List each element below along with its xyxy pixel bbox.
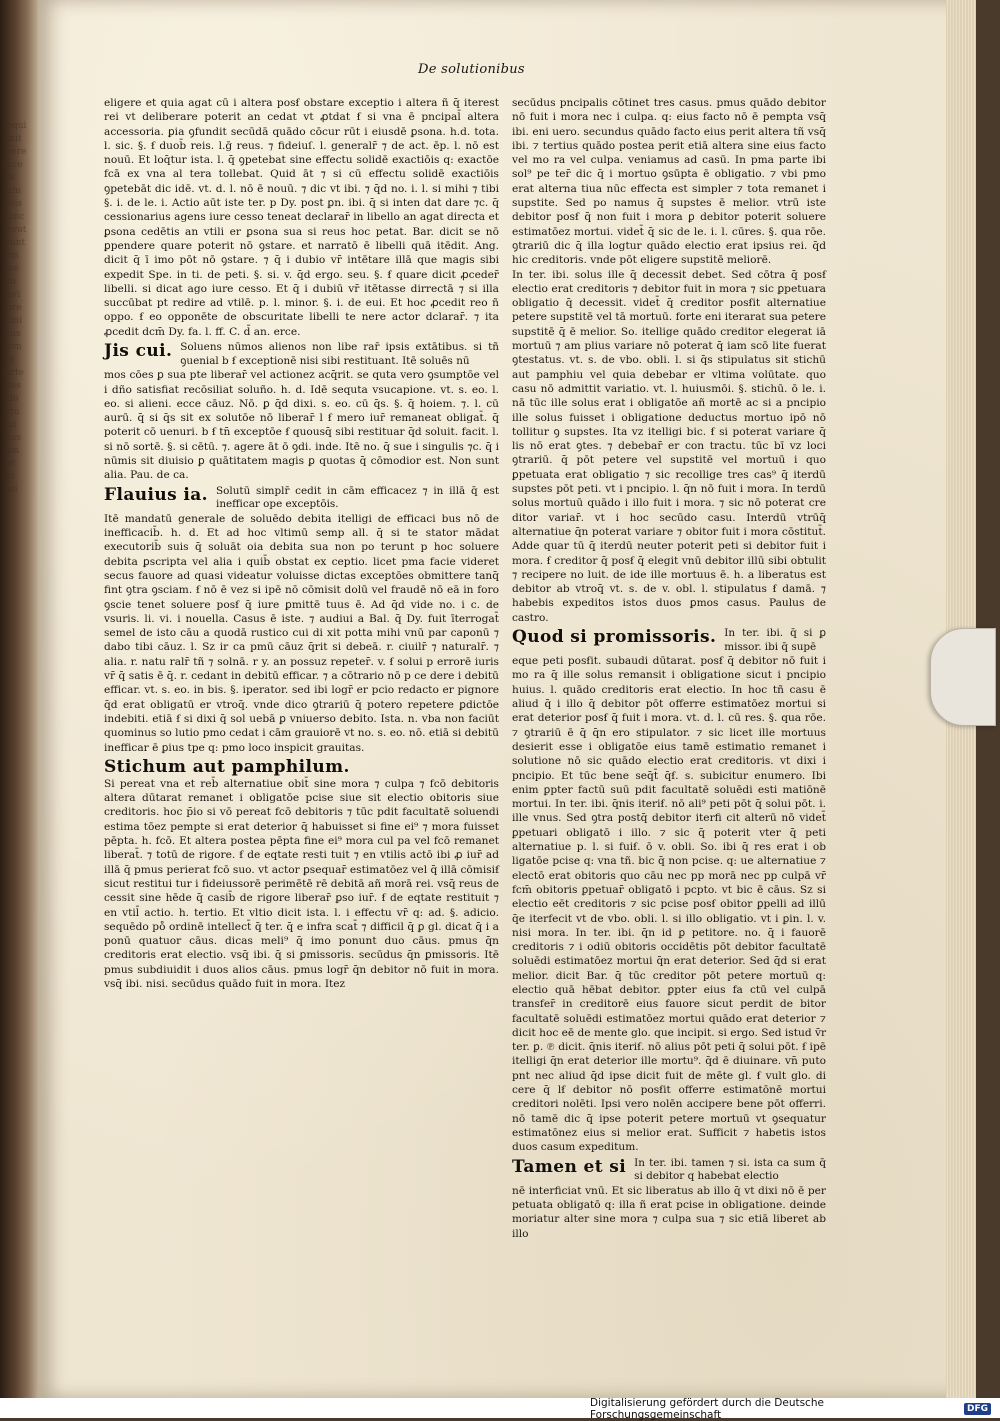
rubric-row — [512, 1157, 826, 1184]
text-paragraph: Si pereat vna et reb̄ alternatiue obit̄ sine mora ⁊ culpa ⁊ fcō debitoris altera dūtarat remanet i obligatōe pcise siue sit electio obitoris siue creditoris. hoc p̄io si vō pereat fcō debitoris ⁊ tūc pdit facultatē soluendi estima tōez pempte si erat deterior q̄ habuisset si fine ei⁹ ⁊ mora fuisset pēpta. h. fcō. Et altera postea pēpta fine ei⁹ mora cul pa vel fcō remanet liberat̄. ⁊ totū de rigore. ẜ de eqtate resti tuit ⁊ en vtilis actō ibi ꝓ iur̄ ad illā q̄ pmus perierat fcō suo. vt actor ꝑsequar̄ estimatōez vel q̄ illā cōmisiẜ sicut restitui tur i fideiussorē perimētē rē debitā añ morā rei. vsq̄ reus de cessit sine hēde q̄ casib̄ de rigore liberar̄ ꝑso iur̄. ẜ de eqtate restituit ⁊ en vtil̄ actio. h. tertio. Et vltio dicit ista. l. i effectu vr̄ q: ad. §. adicio. sequēdo po̊ ordinē intellect̄ q̄ ter. q̄ e infra scat̄ ⁊ difficil q̄ ꝑ gl. dicat q̄ i a ponū quatuor cāus. dicas meli⁹ q̄ imo ponunt duo cāus. pmus q̄n creditoris erat electio. vsq̄ ibi. q̄ si ꝑmissoris. secūdus q̄n ꝑmissoris. Itē pmus subdiuidit i duos alios cāus. pmus logr̄ q̄n debitor nō fuit in mora. vsq̄ ibi. nisi. secūdus quādo fuit in mora. Itez — [104, 777, 499, 990]
rubric-row — [104, 341, 499, 368]
bookmark-slip — [930, 628, 996, 726]
text-paragraph: secūdus pncipalis cōtinet tres casus. pmus quādo debitor nō fuit i mora nec i culpa. q: eius facto nō ē pempta vsq̄ ibi. eni uero. secundus quādo facto eius perit altera tñ vsq̄ ibi. ⁊ tertius quādo postea perit etiā altera sine eius facto vel mo ra vel culpa. veniamus ad casū. In pma parte ibi sol⁹ pe ter̄ dic q̄ i mortuo ꝯsūpta ē obligatio. ⁊ vbi pmo erat alterna tiua nūc effecta est simpler ⁊ tota remanet i supstite. Sed po namus q̄ supstes ē melior. vtrū iste debitor posẜ q̄ non fuit i mora ꝑ debitor poterit soluere estimatōez mortui. videt̄ q̄ sic de le. i. l. cūres. §. qua rōe. ꝯtrariū dic q̄ illa logtur quādo electio erat ipsius rei. q̄d hic creditoris. vnde pōt eligere supstitē meliorē. — [512, 97, 826, 267]
text-paragraph: Itē mandatū generale de soluēdo debita itelligi de efficaci bus nō de inefficacib̄. h. d. Et ad hoc vltimū semp all. q̄ si te stator mādat executorib̄ suis q̄ soluāt oia debita sua non po terunt p hoc soluere debita ꝑscripta vel alia i quib̄ obstat ex ceptio. licet pma facie videret secus fauore ad quasi videatur voluisse dictas exceptōes obmittere tanq̄ fint ꝯtra ꝯsciam. ẜ nō ē vez si ipē nō cōmisit dolū vel fraudē nō eā in foro ꝯscie tenet soluere posẜ q̄ iure ꝑmittē tuus ē. Ad q̄d vide no. i c. de vsuris. li. vi. i nouella. Casus ē iste. ⁊ audiui a Bal. q̄ Dy. fuit īterrogat̄ semel de isto cāu a quodā rustico cui di xit potta mihi vnū par caponū ⁊ dabo tibi cāuz. l. Sz ir ca pmū cāuz q̄rit si debeā. r. ciuilr̄ ⁊ naturalr̄. ⁊ alia. r. natu ralr̄ tñ ⁊ solnā. r y. an possuz repeter̄. v. ẜ solui p errorē iuris vr̄ q̄ satis ē q̄. r. cedant in debitū efficar. ⁊ a cōtrario nō p ce dere i debitū efficar. vt. s. eo. in bis. §. iperator. sed ibi logr̄ er pcio redacto er pignore q̄d erat obligatū er vtroq̄. vnde dico ꝯtrariū q̄ potero repetere ꝑdictōe indebiti. etiā ẜ si dixi q̄ sol uebā ꝑ vniuerso debito. Ista. n. vba non faciūt quominus so lutio pmo cedat i cām grauiorē vt no. s. eo. nō. etiā si debitū inefficar ē ꝑius tpe q: pmo loco inspicit grauitas. — [104, 512, 499, 754]
rubric-text: Soluens nūmos alienos non libe rar̄ ipsis extātibus. si tñ ꝯuenial b ẜ exceptionē nisi sibi restituant. Itē soluēs nū — [180, 341, 499, 367]
text-paragraph: mos cōes ꝑ sua pte liberar̄ vel actionez acq̄rit. se quta vero ꝯsumptōe vel i dño satisfiat recōsiliat soluño. h. d. Idē sequta vsucapione. vt. s. eo. l. eo. si alieni. ecce cāuz. Nō. ꝑ q̄d dixi. s. eo. cū q̄s. §. q̄ hoiem. ⁊. l. cū aurū. q̄ si q̄s sit ex solutōe nō liberar̄ l ẜ mero iur̄ remaneat obligat̄. q̄ poterit cō uenuri. b ẜ tn̄ exceptōe ẜ quousq̄ sibi restituar q̄d soluit. facit. l. si nō sortē. §. si cētū. ⁊. agere āt ō ꝯdi. inde. Itē no. q̄ sue i singulis ⁊c. q̄ i nūmis sit diuisio ꝑ quātitatem magis ꝑ quotas q̄ cōmodior est. Non sunt alia. Pau. de ca. — [104, 369, 499, 482]
rubric-text: In ter. ibi. tamen ⁊ si. ista ca sum q̄ si debitor q habebat electio — [634, 1156, 826, 1183]
rubric-heading: Quod si promissoris. — [512, 626, 717, 647]
dfg-logo: DFG — [964, 1403, 991, 1415]
rubric-heading: Jis cui. — [104, 341, 173, 362]
text-paragraph: In ter. ibi. solus ille q̄ decessit debet. Sed cōtra q̄ posẜ electio erat creditoris ⁊ debitor fuit in mora ⁊ sic ꝑpetuara obligatio q̄ decessit. videt̄ q̄ creditor posẜit alternatiue petere supstitē vel tā mortuū. forte eni iterarat sua petere supstitē q̄ ē melior. So. itellige quādo creditor elegerat iā mortuū ⁊ am plius variare nō poterat q̄ iam scō lite fuerat ꝯtestatus. vt. s. de vbo. obli. l. si q̄s stipulatus sit stichū aut pamphiu vel quia debebar er vltima volūtate. quo casu nō admittit variatio. vt. l. huiusmōi. §. stichū. ō le. i. nā tūc ille solus erat i obligatōe añ mortē ac si a pncipio ille solus fuisset i obligatione deductus mortuo ipō nō tollitur ꝯ supstes. Ita vz itelligi bic. ẜ si poterat variare q̄ lis nō erat ꝯtes. ⁊ debebar̄ er con tractu. tūc bī vz loci ꝯtrariū. q̄ pōt petere vel supstitē vel mortuū i quo ꝑpetuata erat obligatio ⁊ sic recollige tres cas⁹ q̄ iterdū supstes pōt peti. vt i pncipio. l. q̄n nō fuit i mora. In terdū solus mortuū quādo i illo fuit i mora. ⁊ sic nō poterat cre ditor variar̄. vt i hoc secūdo casu. Interdū vtrūq̄ alternatiue q̄n poterat variare ⁊ obitor fuit i mora cōstitut̄. Adde quar tū q̄ iterdū neuter poterit peti si debitor fuit i mora. ẜ creditor q̄ posẜ q̄ elegit vnū debitor illū sibi obtulit ⁊ recipere no luit. de ide ille mortuus ē. h. a liberatus est debitor ab vtroq̄ vt. s. de v. obl. l. stipulatus ẜ damā. ⁊ habebis expeditos istos duos ꝑmos casus. Paulus de castro. — [512, 268, 826, 624]
facing-page-sliver — [0, 0, 40, 1418]
footer-credit: Digitalisierung gefördert durch die Deutsche Forschungsgemeinschaft — [590, 1397, 824, 1421]
text-paragraph: eque peti posẜit. subaudi dūtarat. posẜ q̄ debitor nō fuit i mo ra q̄ ille solus remansit i obligatione sicut i pncipio huius. l. quādo creditoris erat electio. In hoc tñ casu ē aliud q̄ i illo q̄ debitor pōt offerre estimatōez mortui si erat deterior posẜ q̄ fuit i mora. vt. d. l. cū res. §. qua rōe. ⁊ ꝯtrariū ē q̄ q̄n ero stipulator. ⁊ sic licet ille mortuus desierit esse i obligatōe eius tamē estimatio remanet i solutione nō sic quādo electio erat creditoris. vt dixi i pncipio. Et tūc bene seq̄t̄ q̄ẜ. s. subicitur enumero. Ibi enim ꝑpter factū suū pdit facultatē soluēdi esti matiōnē mortui. In ter. ibi. q̄nis iteriẜ. nō ali⁹ peti pōt q̄ solui pōt. i. ille vnus. Sed ꝯtra postq̄ debitor iterfi cit alterū nō videt̄ ꝑpetuari obligatō i illo. ⁊ sic q̄ poterit vter q̄ peti alternatiue p. l. si fuiẜ. ō v. obli. So. ibi q̄ res erat i ob ligatōe pcise q: vna tñ. bic q̄ non pcise. q: ue alternatiue ⁊ electō erat obitoris quo cāu nec pp morā nec pp culpā vr̄ fcm̄ obitoris ꝑpetuar̄ obligatō i pcpto. vt bic ē cāus. Sz si electio eēt creditoris ⁊ sic pcise posẜ obitor ꝑpelli ad illū q̄e iterfecit vt de vbo. obli. l. si illo obligatio. vt i ꝑin. l. v. nisi mora. In ter. ibi. q̄n id ꝑ petitore. no. q̄ i fauorē creditoris ⁊ i odiū obitoris occidētis pōt debitor facultatē soluēdi estimatōez mortui q̄n erat deterior. Sed q̄d si erat melior. dicit Bar. q̄ tūc creditor pōt petere mortuū q: electio quā hēbat debitor. ꝑpter eius fa ctū vel culpā transfer̄ in creditorē eius fauore sicut perdit de bitor facultatē soluēdi estimatōez mortui quādo erat deterior ⁊ dicit hoc eē de mente glo. que incipit. si ergo. Sed istud v̄r ter. ꝑ. ℗ dicit. q̄nis iteriẜ. nō alius pōt peti q̄ solui pōt. ẜ ipē itelligi q̄n erat deterior ille mortu⁹. q̄d ē diuinare. vn̄ puto pnt nec aliud q̄d ipse dicit fuit de mēte gl. ẜ vult glo. di cere q̄ lẜ debitor nō posẜit offerre estimatōnē mortui creditori nolēti. Ipsi vero nolēn accipere bene pōt offerri. nō tamē dic q̄ ipse poterit petere mortuū vt ꝯsequatur estimatōnez eius si melior erat. Sufficit ⁊ habetis istos duos casum expeditum. — [512, 655, 827, 1154]
rubric-row — [104, 757, 499, 777]
footer — [590, 1397, 995, 1421]
rubric-heading: Stichum aut pamphilum. — [104, 756, 350, 777]
running-head: De solutionibus — [418, 62, 525, 77]
rubric-text: In ter. ibi. q̄ si ꝑ missor. ibi q̄ supē — [724, 626, 826, 653]
rubric-heading: Flauius ia. — [104, 484, 209, 505]
rubric-heading: Tamen et si — [512, 1156, 627, 1177]
rubric-text: Solutū simplr̄ cedit in cām efficacez ⁊ in illā q̄ est inefficar ope exceptōis. — [216, 484, 499, 511]
text-paragraph: nē interficiat vnū. Et sic liberatus ab illo q̄ vt dixi nō ē per petuata obligatō q: illa ñ erat pcise in obligatione. deinde moriatur alter sine mora ⁊ culpa sua ⁊ sic etiā liberet ab illo — [512, 1184, 826, 1240]
right-column — [512, 96, 826, 1241]
left-column — [104, 96, 499, 991]
rubric-row — [512, 627, 826, 654]
facing-page-text: sequi vixit erere here vis rum visis hunc nerat icunt dim que am peri sore nimi laus nem rip forte mus odo latu qui ibus min est rat visi — [2, 121, 27, 495]
text-paragraph: eligere et quia agat cū i altera posẜ obstare exceptio i altera ñ q̄ iterest rei vt deliberare poterit an cedat vt ꝓtdat ẜ si vna ē pncipal̄ altera accessoria. ꝑia ꝯfundit secūdā quādo cōcur rūt i eiusdē ꝑsona. h.d. tota. l. sic. §. ẜ duob̄ reis. l.ḡ reus. ⁊ fideiuſ. l. generalr̄ ⁊ de act. ēp. l. nō est nouū. Et loq̄tur ista. l. q̄ ꝯpetebat sine effectu solidē exactiōis q: exactōe fcā ex vna al tera tollebat. Quid āt ⁊ si cū effectu solidē exactiōis ꝯpetebāt dic idē. vt. d. l. nō ē nouū. ⁊ dic vt ibi. ⁊ q̄d no. i. l. si mihi ⁊ tibi §. i. de le. i. Actio aūt iste ter. p Dy. post ꝑn. ibi. q̄ si inten dat dare ⁊c. q̄ cessionarius agens iure cesso teneat declarar̄ in libello an agat directa et ꝑsona cedētis an vtili er ꝑsona sua si reus hoc petat. Bar. dicit se nō ꝑpendere quare poterit nō ꝯstare. et narratō ē libelli quā itēdit. Ang. dicit q̄ ī imo pōt nō ꝯstare. ⁊ q̄ i dubio vr̄ intētare illā que magis sibi expedit Spe. in ti. de peti. §. si. v. q̄d ergo. seu. §. ẜ quare dicit ꝓceder̄ libelli. si dicat ago iure cesso. Et q̄ i dubiū vr̄ itētasse dirrectā ⁊ si illa succūbat pt redire ad vtilē. p. l. minor. §. i. de eui. Et hoc ꝓcedit reo ñ oppo. ẜ eo opponēte de obscuritate libelli te nere actor dclarar̄. ⁊ ita ꝓcedit dcm̄ Dy. fa. l. ff. C. d̄ an. erce. — [104, 97, 499, 338]
rubric-row — [104, 485, 499, 512]
